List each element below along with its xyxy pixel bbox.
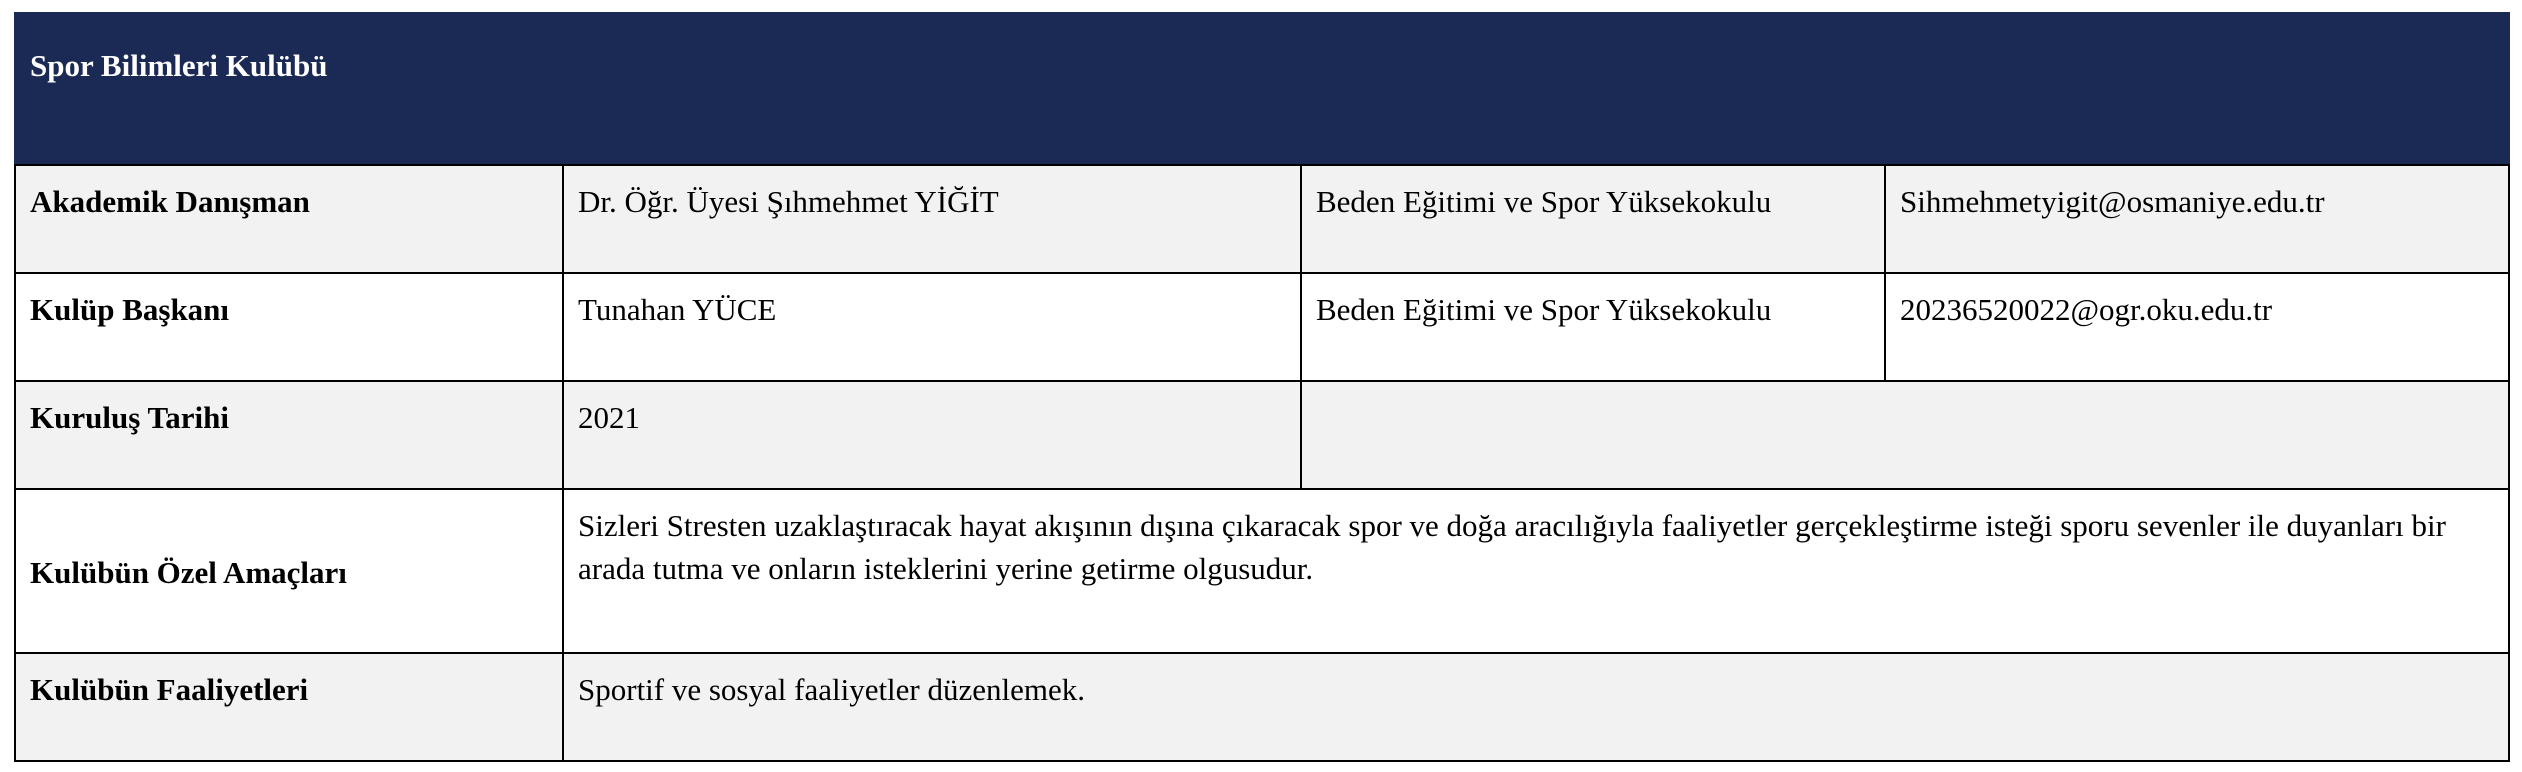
club-info-document bbox=[14, 12, 2508, 762]
table-row-aims bbox=[15, 489, 2509, 653]
president-name: Tunahan YÜCE bbox=[563, 273, 1301, 381]
founded-empty-cell bbox=[1301, 381, 2509, 489]
club-info-table bbox=[14, 12, 2510, 762]
aims-label: Kulübün Özel Amaçları bbox=[15, 489, 563, 653]
advisor-name: Dr. Öğr. Üyesi Şıhmehmet YİĞİT bbox=[563, 165, 1301, 273]
advisor-unit: Beden Eğitimi ve Spor Yüksekokulu bbox=[1301, 165, 1885, 273]
table-row-activities bbox=[15, 653, 2509, 761]
table-row-advisor bbox=[15, 165, 2509, 273]
activities-label: Kulübün Faaliyetleri bbox=[15, 653, 563, 761]
founded-label: Kuruluş Tarihi bbox=[15, 381, 563, 489]
table-row-president bbox=[15, 273, 2509, 381]
table-header-row bbox=[15, 13, 2509, 165]
founded-value: 2021 bbox=[563, 381, 1301, 489]
table-row-founded bbox=[15, 381, 2509, 489]
aims-value: Sizleri Stresten uzaklaştıracak hayat akışının dışına çıkaracak spor ve doğa aracılığıyla faaliyetler gerçekleştirme isteği sporu sevenler ile duyanları bir arada tutma ve onların isteklerini yerine getirme olgusudur. bbox=[563, 489, 2509, 653]
president-unit: Beden Eğitimi ve Spor Yüksekokulu bbox=[1301, 273, 1885, 381]
advisor-label: Akademik Danışman bbox=[15, 165, 563, 273]
president-email: 20236520022@ogr.oku.edu.tr bbox=[1885, 273, 2509, 381]
club-title: Spor Bilimleri Kulübü bbox=[15, 13, 2509, 165]
president-label: Kulüp Başkanı bbox=[15, 273, 563, 381]
advisor-email: Sihmehmetyigit@osmaniye.edu.tr bbox=[1885, 165, 2509, 273]
activities-value: Sportif ve sosyal faaliyetler düzenlemek. bbox=[563, 653, 2509, 761]
